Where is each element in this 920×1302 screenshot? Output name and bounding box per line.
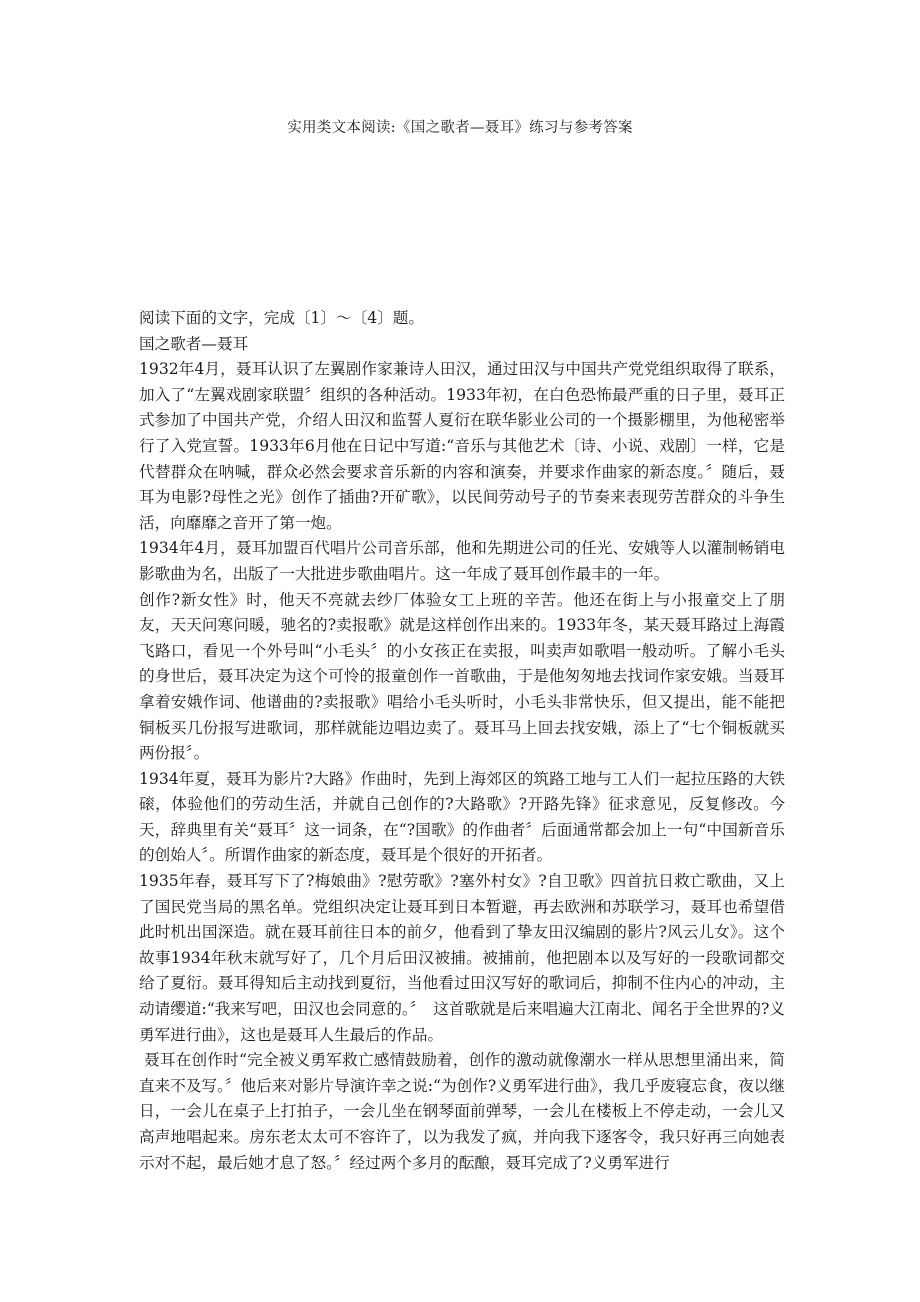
paragraph-3: 创作?新女性》时，他天不亮就去纱厂体验女工上班的辛苦。他还在街上与小报童交上了朋友，天天问寒问暖，驰名的?卖报歌》就是这样创作出来的。1933年冬，某天聂耳路过上海霞飞路口，看见一个外号叫“小毛头〞的小女孩正在卖报，叫卖声如歌唱一般动听。了解小毛头的身世后，聂耳决定为这个可怜的报童创作一首歌曲，于是他匆匆地去找词作家安娥。当聂耳拿着安娥作词、他谱曲的?卖报歌》唱给小毛头听时，小毛头非常快乐，但又提出，能不能把铜板买几份报写进歌词，那样就能边唱边卖了。聂耳马上回去找安娥，添上了“七个铜板就买两份报〞。 [139,590,785,763]
document-body [139,306,785,1176]
paragraph-2: 1934年4月，聂耳加盟百代唱片公司音乐部，他和先期进公司的任光、安娥等人以灌制畅销电影歌曲为名，出版了一大批进步歌曲唱片。这一年成了聂耳创作最丰的一年。 [139,539,785,583]
paragraph-5: 1935年春，聂耳写下了?梅娘曲》?慰劳歌》?塞外村女》?自卫歌》四首抗日救亡歌曲，又上了国民党当局的黑名单。党组织决定让聂耳到日本暂避，再去欧洲和苏联学习，聂耳也希望借此时机出国深造。就在聂耳前往日本的前夕，他看到了挚友田汉编剧的影片?风云儿女》。这个故事1934年秋末就写好了，几个月后田汉被捕。被捕前，他把剧本以及写好的一段歌词都交给了夏衍。聂耳得知后主动找到夏衍，当他看过田汉写好的歌词后，抑制不住内心的冲动，主动请缨道:“我来写吧，田汉也会同意的。〞 这首歌就是后来唱遍大江南北、闻名于全世界的?义勇军进行曲》，这也是聂耳人生最后的作品。 [139,872,785,1044]
article-title: 国之歌者—聂耳 [139,334,249,353]
paragraph-1: 1932年4月，聂耳认识了左翼剧作家兼诗人田汉，通过田汉与中国共产党党组织取得了联系，加入了“左翼戏剧家联盟〞组织的各种活动。1933年初，在白色恐怖最严重的日子里，聂耳正式参加了中国共产党，介绍人田汉和监誓人夏衍在联华影业公司的一个摄影棚里，为他秘密举行了入党宣誓。1933年6月他在日记中写道:“音乐与其他艺术〔诗、小说、戏剧〕一样，它是代替群众在呐喊，群众必然会要求音乐新的内容和演奏，并要求作曲家的新态度。〞随后，聂耳为电影?母性之光》创作了插曲?开矿歌》，以民间劳动号子的节奏来表现劳苦群众的斗争生活，向靡靡之音开了第一炮。 [139,360,785,532]
paragraph-6: 聂耳在创作时“完全被义勇军救亡感情鼓励着，创作的激动就像潮水一样从思想里涌出来，简直来不及写。〞他后来对影片导演许幸之说:“为创作?义勇军进行曲》，我几乎废寝忘食，夜以继日，一会儿在桌子上打拍子，一会儿坐在钢琴面前弹琴，一会儿在楼板上不停走动，一会儿又高声地唱起来。房东老太太可不容许了，以为我发了疯，并向我下逐客令，我只好再三向她表示对不起，最后她才息了怒。〞经过两个多月的酝酿，聂耳完成了?义勇军进行 [139,1051,785,1172]
paragraph-4: 1934年夏，聂耳为影片?大路》作曲时，先到上海郊区的筑路工地与工人们一起拉压路的大铁磙，体验他们的劳动生活，并就自己创作的?大路歌》?开路先锋》征求意见，反复修改。今天，辞典里有关“聂耳〞这一词条，在“?国歌》的作曲者〞后面通常都会加上一句“中国新音乐的创始人〞。所谓作曲家的新态度，聂耳是个很好的开拓者。 [139,769,785,865]
reading-instruction: 阅读下面的文字，完成〔1〕～〔4〕题。 [139,309,424,327]
document-title: 实用类文本阅读:《国之歌者—聂耳》练习与参考答案 [287,120,633,136]
